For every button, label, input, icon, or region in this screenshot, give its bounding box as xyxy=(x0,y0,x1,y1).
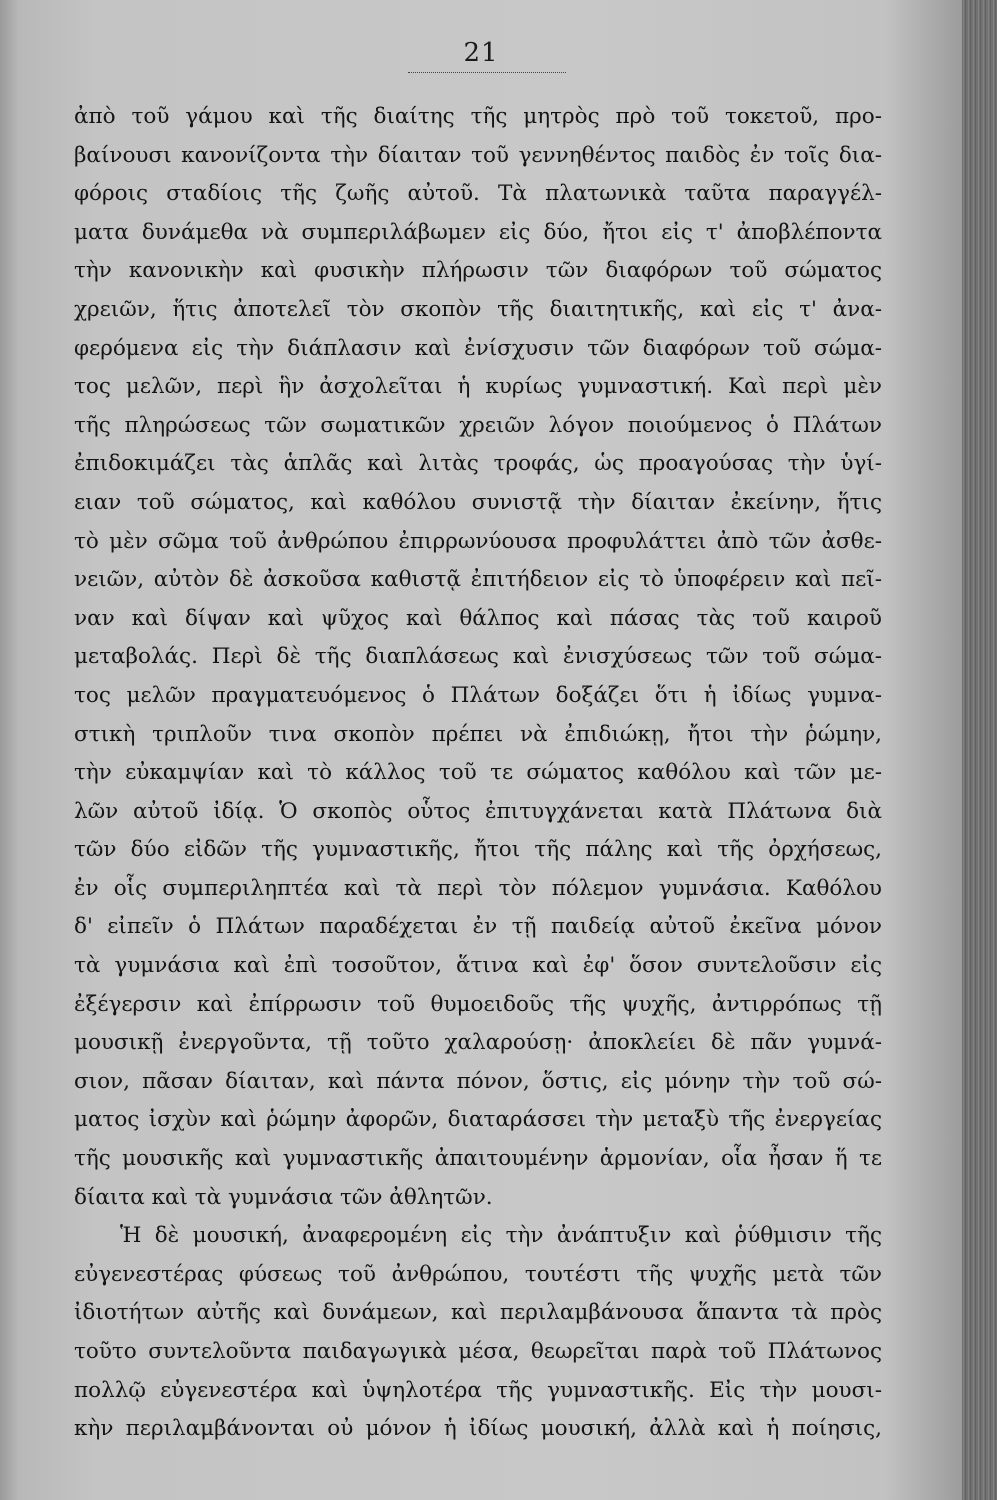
text-line: ειαν τοῦ σώματος, καὶ καθόλου συνιστᾷ τὴν δίαιταν ἐκείνην, ἥτις xyxy=(74,489,882,515)
text-line: ἐν οἷς συμπεριληπτέα καὶ τὰ περὶ τὸν πόλεμον γυμνάσια. Καθόλου xyxy=(74,875,882,901)
page-number: 21 xyxy=(463,38,499,68)
text-line: ματα δυνάμεθα νὰ συμπεριλάβωμεν εἰς δύο, ἤτοι εἰς τ' ἀποβλέποντα xyxy=(74,219,882,245)
text-line: φόροις σταδίοις τῆς ζωῆς αὐτοῦ. Τὰ πλατωνικὰ ταῦτα παραγγέλ- xyxy=(74,181,882,207)
body-text xyxy=(74,98,882,1449)
text-line: κὴν περιλαμβάνονται οὐ μόνον ἡ ἰδίως μουσική, ἀλλὰ καὶ ἡ ποίησις, xyxy=(74,1416,882,1442)
text-line: χρειῶν, ἥτις ἀποτελεῖ τὸν σκοπὸν τῆς διαιτητικῆς, καὶ εἰς τ' ἀνα- xyxy=(74,296,882,322)
text-line: ἐπιδοκιμάζει τὰς ἁπλᾶς καὶ λιτὰς τροφάς, ὡς προαγούσας τὴν ὑγί- xyxy=(74,451,882,477)
text-line: τὴν εὐκαμψίαν καὶ τὸ κάλλος τοῦ τε σώματος καθόλου καὶ τῶν με- xyxy=(74,760,882,786)
text-line: νειῶν, αὐτὸν δὲ ἀσκοῦσα καθιστᾷ ἐπιτήδειον εἰς τὸ ὑποφέρειν καὶ πεῖ- xyxy=(74,567,882,593)
text-line: τῆς πληρώσεως τῶν σωματικῶν χρειῶν λόγον ποιούμενος ὁ Πλάτων xyxy=(74,412,882,438)
text-line: τῶν δύο εἰδῶν τῆς γυμναστικῆς, ἤτοι τῆς πάλης καὶ τῆς ὀρχήσεως, xyxy=(74,837,882,863)
text-line: πολλῷ εὐγενεστέρα καὶ ὑψηλοτέρα τῆς γυμναστικῆς. Εἰς τὴν μουσι- xyxy=(74,1377,882,1403)
book-page-edge xyxy=(962,0,997,1500)
text-line: δ' εἰπεῖν ὁ Πλάτων παραδέχεται ἐν τῇ παιδείᾳ αὐτοῦ ἐκεῖνα μόνον xyxy=(74,914,882,940)
text-line: τὰ γυμνάσια καὶ ἐπὶ τοσοῦτον, ἅτινα καὶ ἐφ' ὅσον συντελοῦσιν εἰς xyxy=(74,953,882,979)
text-line: τος μελῶν πραγματευόμενος ὁ Πλάτων δοξάζει ὅτι ἡ ἰδίως γυμνα- xyxy=(74,682,882,708)
paragraph-end-line: δίαιτα καὶ τὰ γυμνάσια τῶν ἀθλητῶν. xyxy=(74,1184,493,1210)
text-line: ναν καὶ δίψαν καὶ ψῦχος καὶ θάλπος καὶ πάσας τὰς τοῦ καιροῦ xyxy=(74,605,882,631)
text-line: σιον, πᾶσαν δίαιταν, καὶ πάντα πόνον, ὅστις, εἰς μόνην τὴν τοῦ σώ- xyxy=(74,1068,882,1094)
text-line: βαίνουσι κανονίζοντα τὴν δίαιταν τοῦ γεννηθέντος παιδὸς ἐν τοῖς δια- xyxy=(74,142,882,168)
text-line: ματος ἰσχὺν καὶ ῥώμην ἀφορῶν, διαταράσσει τὴν μεταξὺ τῆς ἐνεργείας xyxy=(74,1107,882,1133)
text-line: ἀπὸ τοῦ γάμου καὶ τῆς διαίτης τῆς μητρὸς πρὸ τοῦ τοκετοῦ, προ- xyxy=(74,104,882,129)
text-line: μεταβολάς. Περὶ δὲ τῆς διαπλάσεως καὶ ἐνισχύσεως τῶν τοῦ σώμα- xyxy=(74,644,882,670)
text-line: ἐξέγερσιν καὶ ἐπίρρωσιν τοῦ θυμοειδοῦς τῆς ψυχῆς, ἀντιρρόπως τῇ xyxy=(74,991,882,1017)
text-line: τῆς μουσικῆς καὶ γυμναστικῆς ἀπαιτουμένην ἁρμονίαν, οἷα ἦσαν ἥ τε xyxy=(74,1146,882,1172)
text-line: τὸ μὲν σῶμα τοῦ ἀνθρώπου ἐπιρρωνύουσα προφυλάττει ἀπὸ τῶν ἀσθε- xyxy=(74,528,882,554)
text-line: στικὴ τριπλοῦν τινα σκοπὸν πρέπει νὰ ἐπιδιώκῃ, ἤτοι τὴν ῥώμην, xyxy=(74,721,882,747)
text-line: τὴν κανονικὴν καὶ φυσικὴν πλήρωσιν τῶν διαφόρων τοῦ σώματος xyxy=(74,258,882,284)
text-line: λῶν αὐτοῦ ἰδίᾳ. Ὁ σκοπὸς οὗτος ἐπιτυγχάνεται κατὰ Πλάτωνα διὰ xyxy=(74,798,882,824)
text-line: φερόμενα εἰς τὴν διάπλασιν καὶ ἐνίσχυσιν τῶν διαφόρων τοῦ σώμα- xyxy=(74,335,882,361)
paragraph-start-line: Ἡ δὲ μουσική, ἀναφερομένη εἰς τὴν ἀνάπτυξιν καὶ ῥύθμισιν τῆς xyxy=(120,1223,882,1249)
text-line: εὐγενεστέρας φύσεως τοῦ ἀνθρώπου, τουτέστι τῆς ψυχῆς μετὰ τῶν xyxy=(74,1261,882,1287)
page-number-rule xyxy=(408,72,566,73)
text-line: τος μελῶν, περὶ ἣν ἀσχολεῖται ἡ κυρίως γυμναστική. Καὶ περὶ μὲν xyxy=(74,374,882,400)
text-line: μουσικῇ ἐνεργοῦντα, τῇ τοῦτο χαλαρούσῃ· ἀποκλείει δὲ πᾶν γυμνά- xyxy=(74,1030,882,1056)
text-line: τοῦτο συντελοῦντα παιδαγωγικὰ μέσα, θεωρεῖται παρὰ τοῦ Πλάτωνος xyxy=(74,1339,882,1364)
text-line: ἰδιοτήτων αὐτῆς καὶ δυνάμεων, καὶ περιλαμβάνουσα ἅπαντα τὰ πρὸς xyxy=(74,1300,882,1326)
